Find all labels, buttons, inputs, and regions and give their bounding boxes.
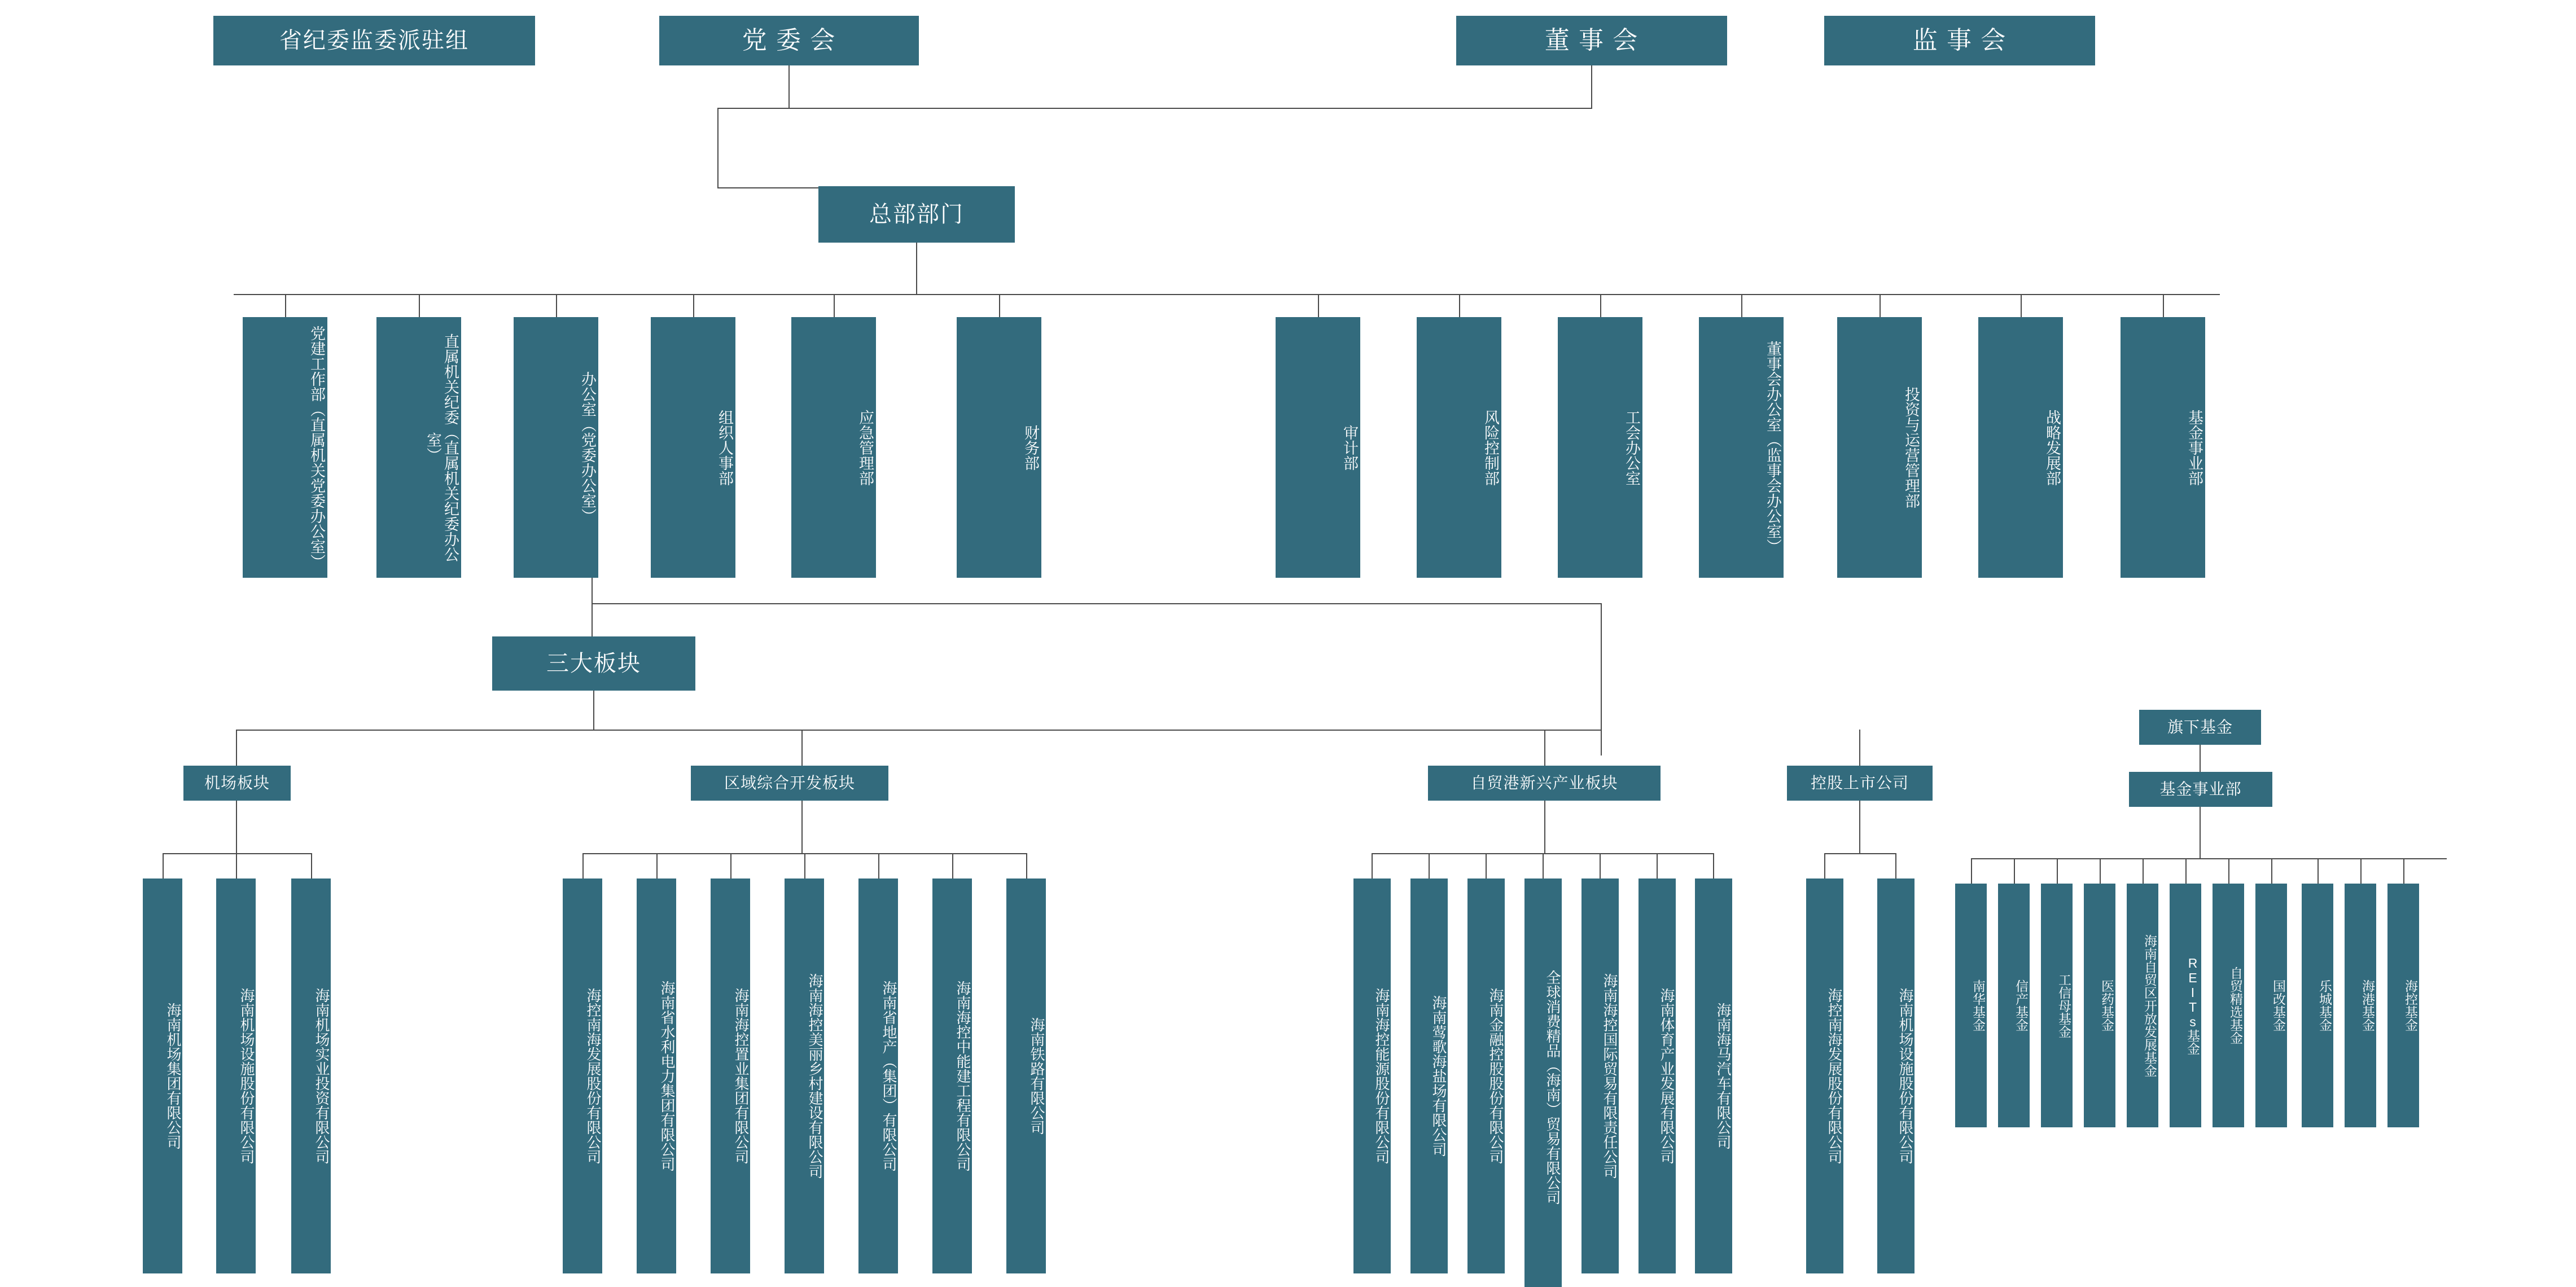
company-node[interactable]: 海南海控置业集团有限公司 — [711, 879, 750, 1273]
connector-sector-drop-2 — [801, 730, 803, 766]
connector-board-down — [1591, 65, 1592, 108]
connector-regional-drop-4 — [804, 853, 805, 879]
department-node[interactable]: 投资与运营管理部 — [1837, 317, 1922, 578]
department-node[interactable]: 风险控制部 — [1417, 317, 1501, 578]
connector-fund-drop-9 — [2317, 858, 2319, 884]
connector-regional-drop-6 — [952, 853, 953, 879]
connector-fund-drop-5 — [2143, 858, 2144, 884]
connector-freeport-drop-7 — [1713, 853, 1714, 879]
connector-freeport-down — [1544, 801, 1545, 854]
connector-dept-drop-6 — [999, 294, 1000, 318]
connector-party-down — [788, 65, 790, 108]
department-node[interactable]: 直属机关纪委（直属机关纪委办公室） — [376, 317, 461, 578]
connector-dept-bus-left — [234, 294, 917, 295]
department-node[interactable]: 财务部 — [957, 317, 1041, 578]
connector-regional-drop-7 — [1026, 853, 1027, 879]
company-node[interactable]: 海南海控中能建工程有限公司 — [932, 879, 972, 1273]
connector-dept-drop-5 — [834, 294, 835, 318]
connector-freeport-drop-2 — [1429, 853, 1430, 879]
connector-regional-drop-5 — [878, 853, 879, 879]
company-node[interactable]: 海南机场设施股份有限公司 — [1877, 879, 1915, 1273]
connector-funds-under-down — [2200, 745, 2201, 772]
connector-fund-drop-2 — [2014, 858, 2015, 884]
connector-dept-drop-3 — [556, 294, 557, 318]
connector-listed-down — [1859, 801, 1860, 854]
connector-sector-drop-3 — [1544, 730, 1545, 766]
department-node[interactable]: 基金事业部 — [2121, 317, 2205, 578]
department-node[interactable]: 审计部 — [1276, 317, 1360, 578]
company-node[interactable]: 海南莺歌海盐场有限公司 — [1410, 879, 1448, 1273]
connector-dept-drop-1 — [285, 294, 286, 318]
sector-label-airport[interactable]: 机场板块 — [183, 766, 291, 801]
connector-fund-drop-1 — [1971, 858, 1972, 884]
sector-label-listed[interactable]: 控股上市公司 — [1787, 766, 1933, 801]
fund-node[interactable]: REITs基金 — [2170, 884, 2201, 1127]
connector-fund-drop-4 — [2100, 858, 2101, 884]
connector-fund-drop-11 — [2403, 858, 2404, 884]
connector-freeport-drop-3 — [1486, 853, 1487, 879]
fund-node[interactable]: 海港基金 — [2345, 884, 2376, 1127]
connector-fund-drop-6 — [2185, 858, 2187, 884]
connector-airport-drop-1 — [163, 853, 164, 879]
company-node[interactable]: 海南体育产业发展有限公司 — [1639, 879, 1676, 1273]
company-node[interactable]: 全球消费精品（海南）贸易有限公司 — [1524, 879, 1562, 1287]
node-headquarters[interactable]: 总部部门 — [818, 186, 1015, 243]
connector-airport-drop-2 — [236, 853, 237, 879]
node-supervisory-board[interactable]: 监 事 会 — [1824, 16, 2095, 65]
fund-node[interactable]: 海南自贸区开放发展基金 — [2127, 884, 2158, 1127]
connector-sector-feed-right — [1601, 603, 1602, 755]
connector-top-bus — [717, 108, 1592, 109]
connector-dept-drop-2 — [419, 294, 420, 318]
connector-freeport-drop-5 — [1600, 853, 1601, 879]
connector-regional-drop-1 — [582, 853, 584, 879]
fund-node[interactable]: 医药基金 — [2084, 884, 2115, 1127]
connector-regional-drop-2 — [656, 853, 658, 879]
connector-fund-division-down — [2200, 807, 2201, 859]
department-node[interactable]: 党建工作部（直属机关党委办公室） — [243, 317, 327, 578]
connector-fund-drop-10 — [2360, 858, 2362, 884]
company-node[interactable]: 海南机场实业投资有限公司 — [291, 879, 331, 1273]
connector-freeport-drop-1 — [1372, 853, 1373, 879]
department-node[interactable]: 应急管理部 — [791, 317, 876, 578]
company-node[interactable]: 海南海控美丽乡村建设有限公司 — [785, 879, 824, 1273]
connector-dept-drop-4 — [693, 294, 694, 318]
connector-freeport-drop-4 — [1543, 853, 1544, 879]
company-node[interactable]: 海南金融控股股份有限公司 — [1467, 879, 1505, 1273]
department-node[interactable]: 组织人事部 — [651, 317, 735, 578]
connector-fund-bus — [1971, 858, 2447, 859]
connector-fund-drop-7 — [2228, 858, 2229, 884]
connector-dept-drop-8 — [1459, 294, 1460, 318]
connector-dept-drop-11 — [1880, 294, 1881, 318]
company-node[interactable]: 海南省水利电力集团有限公司 — [637, 879, 676, 1273]
connector-dept-bus-right — [916, 294, 2220, 295]
node-party-committee[interactable]: 党 委 会 — [659, 16, 919, 65]
fund-node[interactable]: 乐城基金 — [2302, 884, 2333, 1127]
node-discipline-group[interactable]: 省纪委监委派驻组 — [213, 16, 535, 65]
company-node[interactable]: 海南机场设施股份有限公司 — [216, 879, 256, 1273]
connector-regional-drop-3 — [730, 853, 731, 879]
node-funds-under[interactable]: 旗下基金 — [2139, 710, 2261, 745]
connector-airport-down — [236, 801, 237, 854]
connector-dept-drop-10 — [1741, 294, 1742, 318]
company-node[interactable]: 海南海控国际贸易有限责任公司 — [1581, 879, 1619, 1273]
node-fund-business-division[interactable]: 基金事业部 — [2129, 772, 2272, 807]
connector-three-sectors-down — [593, 691, 594, 730]
company-node[interactable]: 海南机场集团有限公司 — [143, 879, 182, 1273]
fund-node[interactable]: 工信母基金 — [2041, 884, 2073, 1127]
company-node[interactable]: 海南省地产（集团）有限公司 — [858, 879, 898, 1273]
fund-node[interactable]: 南华基金 — [1955, 884, 1987, 1127]
connector-listed-drop-1 — [1824, 853, 1825, 879]
department-node[interactable]: 战略发展部 — [1978, 317, 2063, 578]
connector-airport-bus — [163, 853, 312, 854]
connector-sector-drop-1 — [236, 730, 237, 766]
node-three-sectors[interactable]: 三大板块 — [492, 636, 695, 691]
connector-three-sectors-up — [592, 603, 593, 638]
department-node[interactable]: 董事会办公室（监事会办公室） — [1699, 317, 1784, 578]
connector-freeport-drop-6 — [1657, 853, 1658, 879]
connector-fund-drop-3 — [2057, 858, 2058, 884]
connector-sector-feed-left — [592, 578, 593, 604]
company-node[interactable]: 海南海控能源股份有限公司 — [1353, 879, 1391, 1273]
node-board-of-directors[interactable]: 董 事 会 — [1456, 16, 1727, 65]
connector-regional-down — [801, 801, 803, 854]
fund-node[interactable]: 国改基金 — [2255, 884, 2287, 1127]
connector-dept-drop-9 — [1600, 294, 1601, 318]
connector-sector-feed-bus — [592, 603, 1602, 604]
fund-node[interactable]: 海控基金 — [2387, 884, 2419, 1127]
company-node[interactable]: 海南铁路有限公司 — [1006, 879, 1046, 1273]
connector-hq-down — [916, 243, 917, 295]
sector-label-freeport[interactable]: 自贸港新兴产业板块 — [1428, 766, 1661, 801]
connector-sector-bus — [236, 730, 1602, 731]
connector-sector-drop-4 — [1859, 730, 1860, 766]
company-node[interactable]: 海控南海发展股份有限公司 — [563, 879, 602, 1273]
connector-fund-drop-8 — [2271, 858, 2272, 884]
sector-label-regional[interactable]: 区域综合开发板块 — [691, 766, 888, 801]
fund-node[interactable]: 信产基金 — [1998, 884, 2030, 1127]
connector-listed-drop-2 — [1895, 853, 1896, 879]
company-node[interactable]: 海控南海发展股份有限公司 — [1806, 879, 1843, 1273]
connector-dept-drop-13 — [2163, 294, 2164, 318]
connector-listed-bus — [1824, 853, 1896, 854]
company-node[interactable]: 海南海马汽车有限公司 — [1695, 879, 1732, 1273]
connector-dept-drop-12 — [2021, 294, 2022, 318]
department-node[interactable]: 办公室（党委办公室） — [514, 317, 598, 578]
department-node[interactable]: 工会办公室 — [1558, 317, 1642, 578]
connector-hq-stub — [717, 187, 819, 188]
connector-hq-up — [717, 108, 719, 188]
connector-dept-drop-7 — [1318, 294, 1319, 318]
connector-airport-drop-3 — [311, 853, 312, 879]
fund-node[interactable]: 自贸精选基金 — [2213, 884, 2244, 1127]
